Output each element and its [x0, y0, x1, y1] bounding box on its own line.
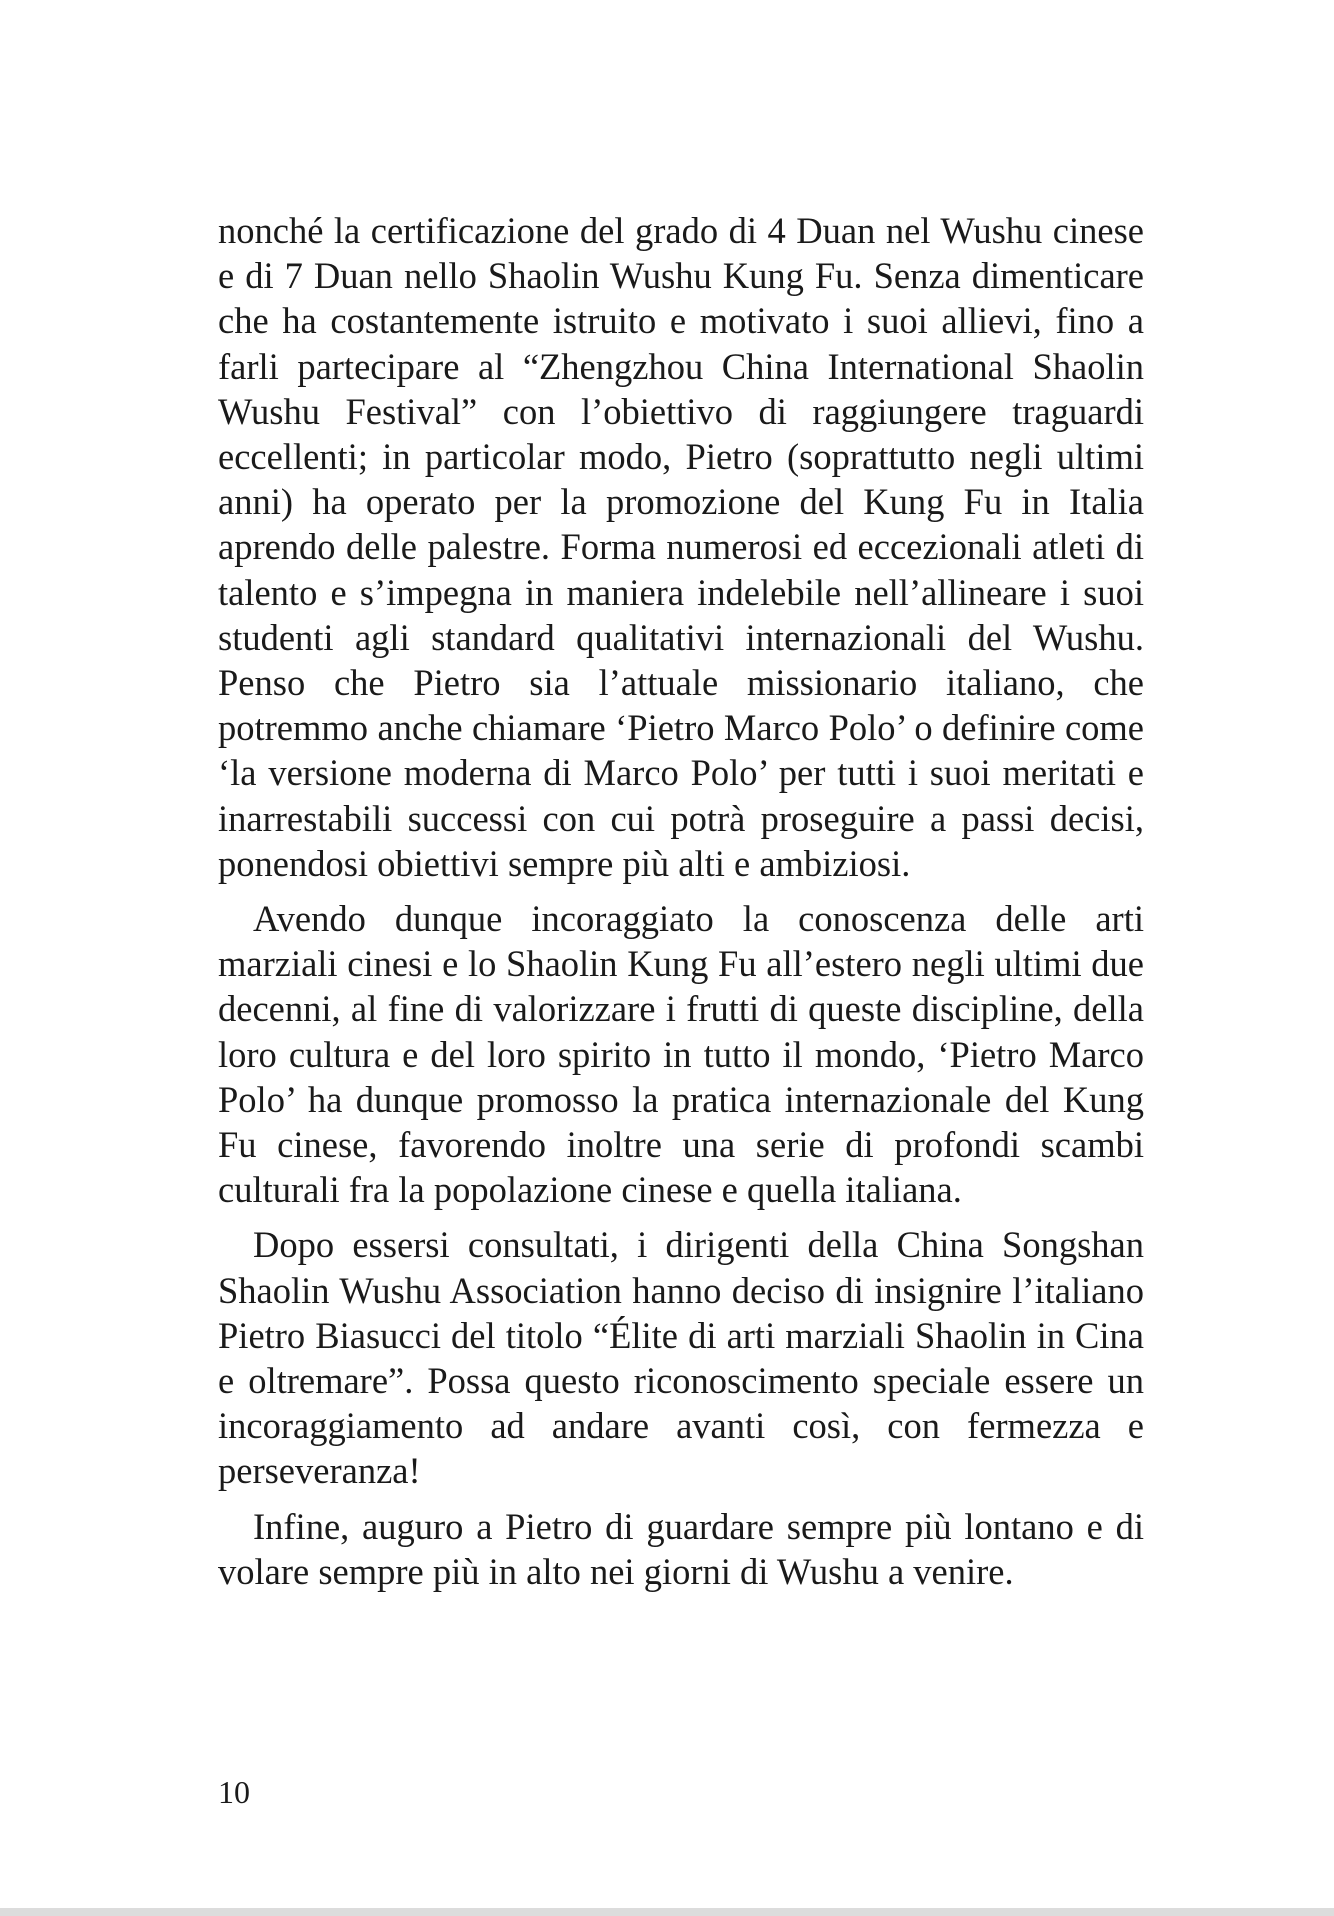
paragraph-marco-polo: Avendo dunque incoraggiato la conoscenza delle arti marziali cinesi e lo Shaolin Kung Fu all’estero negli ultimi due decenni, al fine di valorizzare i frutti di queste discipline, della loro cultura e del loro spirito in tutto il mondo, ‘Pietro Marco Polo’ ha dunque promosso la pratica internazionale del Kung Fu cinese, favorendo inoltre una serie di profondi scambi culturali fra la popolazione cinese e quella italiana. [218, 898, 1144, 1211]
paragraph-association: Dopo essersi consultati, i dirigenti della China Songshan Shaolin Wushu Association hanno deciso di insignire l’italiano Pietro Biasucci del titolo “Élite di arti marziali Shaolin in Cina e oltremare”. Possa questo riconoscimento speciale essere un incoraggiamento ad andare avanti così, con fermezza e perseveranza! [218, 1224, 1144, 1492]
page-number: 10 [218, 1774, 250, 1810]
page-bottom-edge [0, 1908, 1334, 1916]
body-text [218, 208, 1144, 1594]
paragraph-closing: Infine, auguro a Pietro di guardare sempre più lontano e di volare sempre più in alto nei giorni di Wushu a venire. [218, 1505, 1144, 1592]
paragraph-continued: nonché la certificazione del grado di 4 Duan nel Wushu cinese e di 7 Duan nello Shaolin Wushu Kung Fu. Senza dimenticare che ha costantemente istruito e motivato i suoi allievi, fino a farli partecipare al “Zhengzhou China International Shaolin Wushu Festival” con l’obiettivo di raggiungere traguardi eccellenti; in particolar modo, Pietro (soprattutto negli ultimi anni) ha operato per la promozione del Kung Fu in Italia aprendo delle palestre. Forma numerosi ed eccezionali atleti di talento e s’impegna in maniera indelebile nell’allineare i suoi studenti agli standard qualitativi internazionali del Wushu. Penso che Pietro sia l’attuale missionario italiano, che potremmo anche chiamare ‘Pietro Marco Polo’ o definire come ‘la versione moderna di Marco Polo’ per tutti i suoi meritati e inarrestabili successi con cui potrà proseguire a passi decisi, ponendosi obiettivi sempre più alti e ambiziosi. [218, 210, 1144, 884]
